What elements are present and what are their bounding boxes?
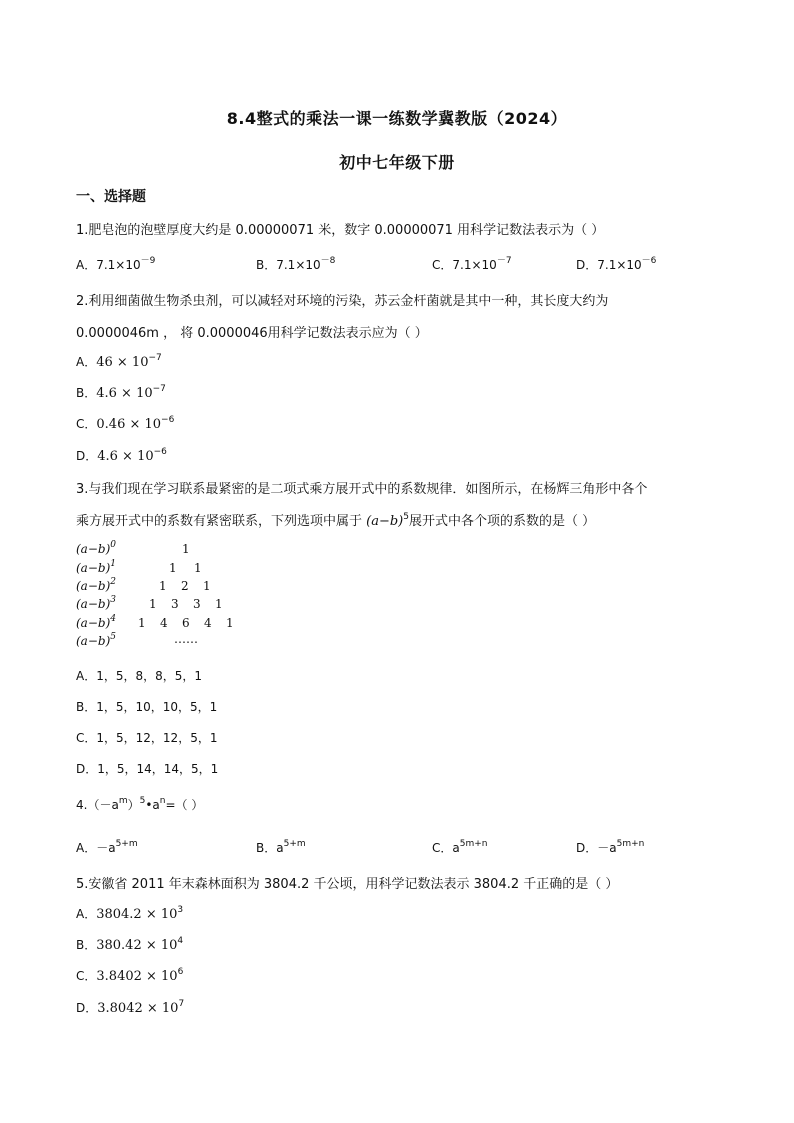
q2-option-d: D．$4.6 \times 10^{-6}$ xyxy=(76,447,167,464)
triangle-number: 1 xyxy=(138,616,146,630)
triangle-row-label-2: $(a-b)^2$ xyxy=(76,577,116,593)
triangle-number: 4 xyxy=(160,616,168,630)
section-heading: 一、选择题 xyxy=(76,189,146,205)
q5-option-b: B．$380.42 \times 10^4$ xyxy=(76,936,184,953)
yang-hui-triangle xyxy=(76,542,376,654)
question-1-stem: 1.肥皂泡的泡壁厚度大约是 0.00000071 米，数字 0.00000071 用科学记数法表示为（ ） xyxy=(76,223,605,238)
question-2-stem-line1: 2.利用细菌做生物杀虫剂，可以减轻对环境的污染，苏云金杆菌就是其中一种，其长度大约为 xyxy=(76,294,609,309)
triangle-number: 1 xyxy=(169,561,177,575)
question-3-stem-line2: 乘方展开式中的系数有紧密联系，下列选项中属于 $(a-b)^5$展开式中各个项的系数的是（ ） xyxy=(76,512,596,529)
triangle-number: 6 xyxy=(182,616,190,630)
q2-option-c: C．$0.46 \times 10^{-6}$ xyxy=(76,415,175,432)
q3-option-a: A．1，5，8，8，5，1 xyxy=(76,669,203,683)
question-3-stem-line1: 3.与我们现在学习联系最紧密的是二项式乘方展开式中的系数规律．如图所示，在杨辉三角形中各个 xyxy=(76,482,648,497)
triangle-number: 4 xyxy=(204,616,212,630)
question-2-stem-line2: 0.0000046m ， 将 0.0000046用科学记数法表示应为（ ） xyxy=(76,326,428,341)
triangle-row-label-1: $(a-b)^1$ xyxy=(76,559,116,575)
q2-option-a: A．$46 \times 10^{-7}$ xyxy=(76,353,162,370)
q3-option-c: C．1，5，12，12，5，1 xyxy=(76,731,218,745)
q1-option-a: A．$7.1\times 10^{-9}$ xyxy=(76,256,156,272)
q1-option-c: C．$7.1\times 10^{-7}$ xyxy=(432,256,512,272)
triangle-number: 1 xyxy=(182,542,190,556)
q3-option-d: D．1，5，14，14，5，1 xyxy=(76,762,219,776)
triangle-ellipsis: …… xyxy=(174,632,198,646)
document-subtitle: 初中七年级下册 xyxy=(339,153,455,172)
q4-option-c: C．$a^{5m+n}$ xyxy=(432,839,488,855)
triangle-number: 3 xyxy=(193,597,201,611)
triangle-row-label-0: $(a-b)^0$ xyxy=(76,540,116,556)
triangle-number: 1 xyxy=(203,579,211,593)
q5-option-a: A．$3804.2 \times 10^3$ xyxy=(76,905,184,922)
question-5-stem: 5.安徽省 2011 年末森林面积为 3804.2 千公顷，用科学记数法表示 3804.2 千正确的是（ ） xyxy=(76,877,619,892)
triangle-row-label-3: $(a-b)^3$ xyxy=(76,595,116,611)
q4-option-d: D．$-a^{5m+n}$ xyxy=(576,839,645,855)
q3-option-b: B．1，5，10，10，5，1 xyxy=(76,700,218,714)
triangle-number: 2 xyxy=(181,579,189,593)
q4-option-a: A．$-a^{5+m}$ xyxy=(76,839,138,855)
question-4-stem: $4.(-a^m)^5•a^n=$（ ） xyxy=(76,796,204,812)
triangle-number: 1 xyxy=(149,597,157,611)
triangle-number: 1 xyxy=(226,616,234,630)
triangle-number: 1 xyxy=(159,579,167,593)
q5-option-c: C．$3.8402 \times 10^6$ xyxy=(76,967,184,984)
q5-option-d: D．$3.8042 \times 10^7$ xyxy=(76,999,185,1016)
q2-option-b: B．$4.6 \times 10^{-7}$ xyxy=(76,384,166,401)
q1-option-d: D．$7.1\times 10^{-6}$ xyxy=(576,256,657,272)
triangle-number: 1 xyxy=(215,597,223,611)
q4-option-b: B．$a^{5+m}$ xyxy=(256,839,306,855)
triangle-number: 1 xyxy=(194,561,202,575)
triangle-row-label-5: $(a-b)^5$ xyxy=(76,632,116,648)
triangle-row-label-4: $(a-b)^4$ xyxy=(76,614,116,630)
q1-option-b: B．$7.1\times 10^{-8}$ xyxy=(256,256,336,272)
triangle-number: 3 xyxy=(171,597,179,611)
document-title: 8.4整式的乘法一课一练数学冀教版（2024） xyxy=(226,109,568,128)
